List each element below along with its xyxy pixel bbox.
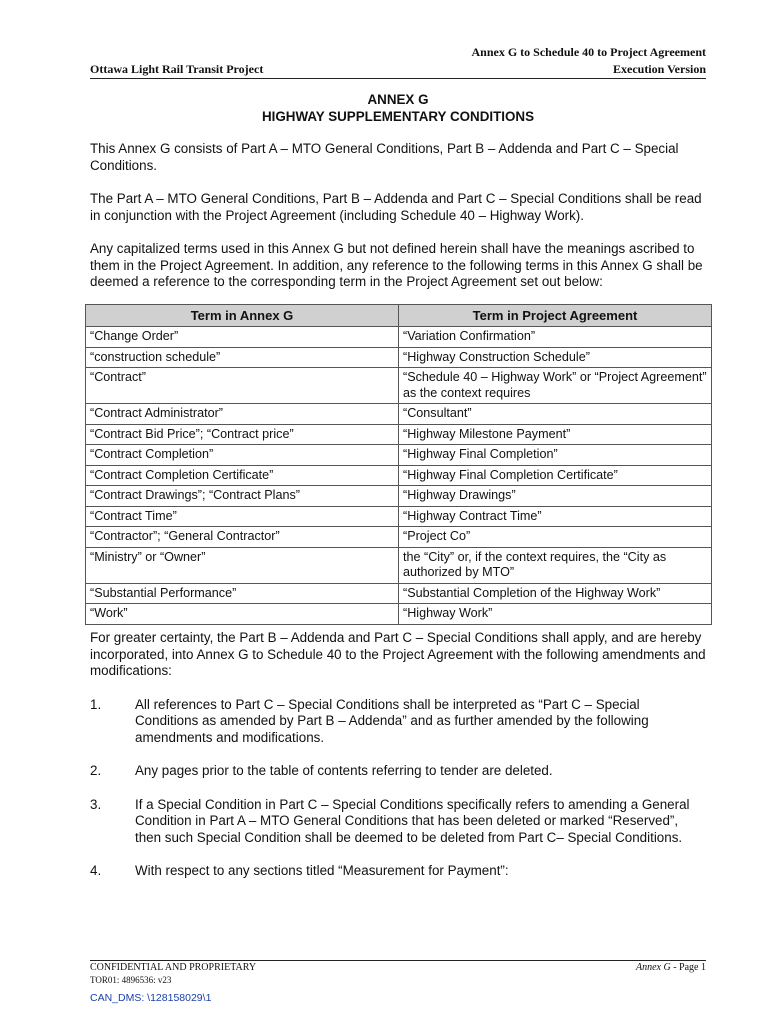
agreement-term-cell: “Schedule 40 – Highway Work” or “Project Agreement” as the context requires — [399, 368, 712, 404]
annex-term-cell: “Ministry” or “Owner” — [86, 547, 399, 583]
list-item-text: All references to Part C – Special Conditions shall be interpreted as “Part C – Special Conditions as amended by Part B – Addenda” and as further amended by the following amendments and modifications. — [135, 696, 649, 745]
agreement-term-cell: “Highway Work” — [399, 604, 712, 625]
list-item — [90, 863, 706, 880]
annex-term-cell: “Contractor”; “General Contractor” — [86, 527, 399, 548]
column-header-annex-term: Term in Annex G — [86, 305, 399, 327]
table-row — [86, 368, 712, 404]
conjunction-paragraph: The Part A – MTO General Conditions, Part B – Addenda and Part C – Special Conditions shall be read in conjunction with the Project Agreement (including Schedule 40 – Highway Work). — [90, 191, 702, 223]
list-item-number: 3. — [90, 796, 102, 812]
agreement-term-cell: “Variation Confirmation” — [399, 327, 712, 348]
annex-term-cell: “Change Order” — [86, 327, 399, 348]
annex-term-cell: “Substantial Performance” — [86, 583, 399, 604]
column-header-agreement-term: Term in Project Agreement — [399, 305, 712, 327]
list-item — [90, 763, 706, 780]
amendments-section — [90, 630, 706, 880]
table-row — [86, 604, 712, 625]
agreement-term-cell: “Highway Final Completion Certificate” — [399, 465, 712, 486]
table-row — [86, 547, 712, 583]
annex-term-cell: “Contract” — [86, 368, 399, 404]
annex-subtitle: HIGHWAY SUPPLEMENTARY CONDITIONS — [261, 108, 535, 124]
agreement-term-cell: “Consultant” — [399, 404, 712, 425]
list-item-number: 2. — [90, 763, 102, 778]
annex-term-cell: “Contract Drawings”; “Contract Plans” — [86, 486, 399, 507]
agreement-term-cell: “Project Co” — [399, 527, 712, 548]
footer-annex-label: Annex G — [636, 962, 671, 973]
agreement-term-cell: “Highway Milestone Payment” — [399, 424, 712, 445]
table-row — [86, 404, 712, 425]
greater-certainty-paragraph: For greater certainty, the Part B – Addenda and Part C – Special Conditions shall apply, and are hereby incorporated, into Annex G to Schedule 40 to the Project Agreement with the following amendments and modifications: — [90, 630, 706, 678]
agreement-term-cell: the “City” or, if the context requires, the “City as authorized by MTO” — [399, 547, 712, 583]
agreement-term-cell: “Highway Contract Time” — [399, 506, 712, 527]
intro-paragraph: This Annex G consists of Part A – MTO General Conditions, Part B – Addenda and Part C – Special Conditions. — [90, 141, 679, 173]
header-version: Execution Version — [612, 62, 706, 76]
table-row — [86, 445, 712, 466]
annex-term-cell: “Contract Completion” — [86, 445, 399, 466]
footer-dms-ref: CAN_DMS: \128158029\1 — [90, 992, 212, 1004]
footer-page-label: - Page 1 — [670, 962, 706, 973]
annex-term-cell: “Contract Time” — [86, 506, 399, 527]
list-item-text: With respect to any sections titled “Measurement for Payment”: — [135, 863, 509, 878]
agreement-term-cell: “Highway Drawings” — [399, 486, 712, 507]
table-row — [86, 583, 712, 604]
list-item-number: 4. — [90, 863, 102, 878]
agreement-term-cell: “Substantial Completion of the Highway Work” — [399, 583, 712, 604]
list-item-text: If a Special Condition in Part C – Special Conditions specifically refers to amending a General Condition in Part A – MTO General Conditions that has been deleted or marked “Reserved”, then such Special Condition shall be deemed to be deleted from Part C– Special Conditions. — [135, 796, 690, 845]
table-row — [86, 527, 712, 548]
annex-title: ANNEX G — [367, 92, 429, 107]
header-annex-ref-text: Annex G to Schedule 40 to Project Agreement — [471, 45, 706, 59]
footer-page-number — [636, 962, 706, 974]
table-row — [86, 327, 712, 348]
list-item — [90, 697, 706, 747]
document-body — [90, 92, 706, 291]
table-row — [86, 347, 712, 368]
definitions-paragraph: Any capitalized terms used in this Annex G but not defined herein shall have the meanings ascribed to them in the Project Agreement. In addition, any reference to the following terms in this Annex G shall be deemed a reference to the corresponding term in the Project Agreement set out below: — [90, 241, 703, 289]
agreement-term-cell: “Highway Final Completion” — [399, 445, 712, 466]
annex-term-cell: “construction schedule” — [86, 347, 399, 368]
footer-doc-ref: TOR01: 4896536: v23 — [90, 975, 172, 985]
annex-term-cell: “Contract Bid Price”; “Contract price” — [86, 424, 399, 445]
header-divider — [90, 78, 706, 79]
annex-term-cell: “Contract Completion Certificate” — [86, 465, 399, 486]
header-annex-ref — [471, 44, 706, 78]
header-project-name: Ottawa Light Rail Transit Project — [90, 62, 264, 76]
list-item — [90, 797, 706, 847]
table-row — [86, 486, 712, 507]
table-row — [86, 424, 712, 445]
list-item-text: Any pages prior to the table of contents referring to tender are deleted. — [135, 763, 553, 778]
agreement-term-cell: “Highway Construction Schedule” — [399, 347, 712, 368]
terms-table-header-row — [86, 305, 712, 327]
footer-divider — [90, 960, 706, 961]
list-item-number: 1. — [90, 696, 102, 712]
annex-term-cell: “Work” — [86, 604, 399, 625]
terms-table — [85, 304, 712, 625]
table-row — [86, 506, 712, 527]
annex-term-cell: “Contract Administrator” — [86, 404, 399, 425]
table-row — [86, 465, 712, 486]
footer-confidential: CONFIDENTIAL AND PROPRIETARY — [90, 962, 257, 973]
